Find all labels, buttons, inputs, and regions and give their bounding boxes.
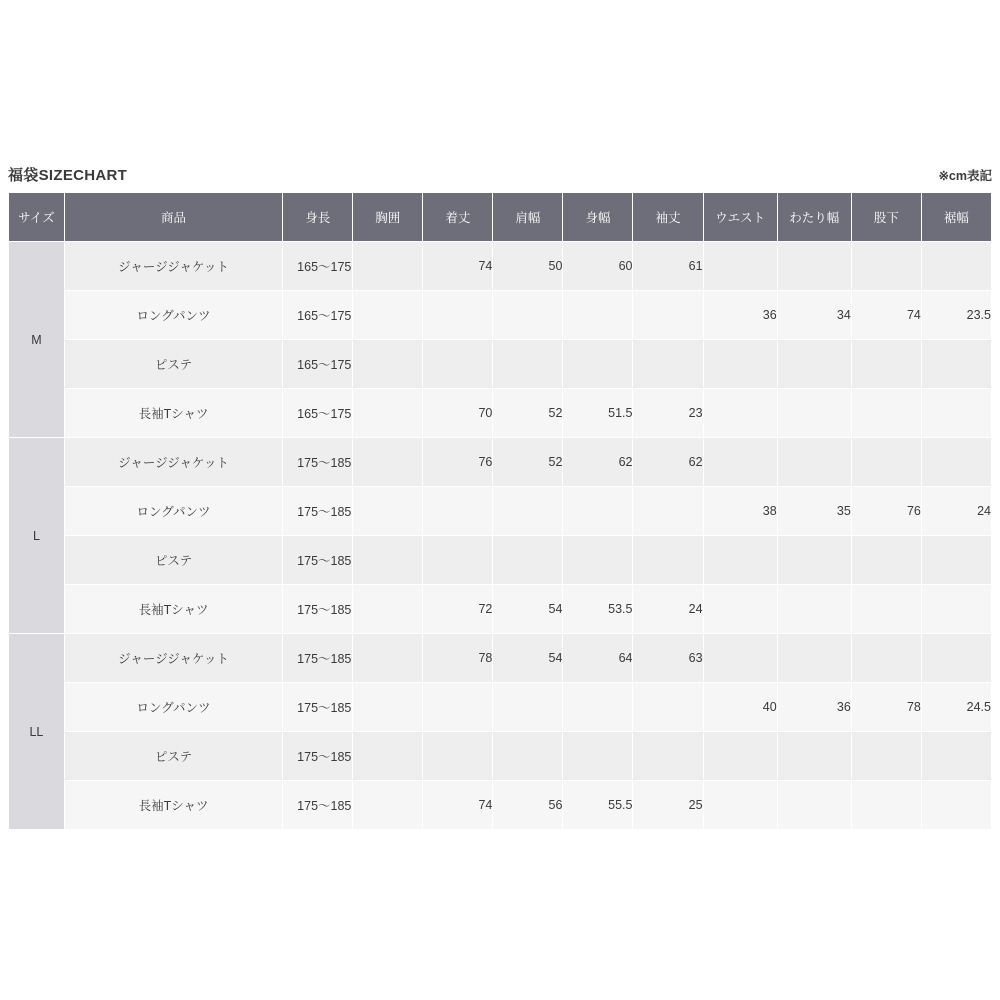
size-group-label-m: M — [9, 242, 65, 438]
value-width — [563, 536, 633, 585]
table-row — [9, 389, 992, 438]
value-inseam — [851, 438, 921, 487]
value-thigh — [777, 389, 851, 438]
value-chest — [353, 242, 423, 291]
table-row — [9, 291, 992, 340]
value-length: 76 — [423, 438, 493, 487]
value-thigh — [777, 242, 851, 291]
value-sleeve: 24 — [633, 585, 703, 634]
page-title: 福袋SIZECHART — [8, 167, 128, 184]
value-inseam: 76 — [851, 487, 921, 536]
column-header-height: 身長 — [283, 193, 353, 242]
table-row — [9, 634, 992, 683]
value-width: 60 — [563, 242, 633, 291]
value-height: 175〜185 — [283, 634, 353, 683]
value-inseam: 78 — [851, 683, 921, 732]
value-shoulder: 56 — [493, 781, 563, 830]
value-chest — [353, 340, 423, 389]
value-waist — [703, 634, 777, 683]
value-hem — [921, 340, 991, 389]
value-hem — [921, 536, 991, 585]
value-sleeve: 61 — [633, 242, 703, 291]
value-shoulder: 52 — [493, 438, 563, 487]
column-header-waist: ウエスト — [703, 193, 777, 242]
value-length: 74 — [423, 242, 493, 291]
value-chest — [353, 536, 423, 585]
value-chest — [353, 781, 423, 830]
value-height: 165〜175 — [283, 242, 353, 291]
table-body — [9, 242, 992, 830]
value-sleeve — [633, 683, 703, 732]
value-waist — [703, 389, 777, 438]
item-name: ジャージジャケット — [64, 634, 282, 683]
value-inseam — [851, 781, 921, 830]
table-row — [9, 340, 992, 389]
value-height: 175〜185 — [283, 732, 353, 781]
value-shoulder: 54 — [493, 634, 563, 683]
table-row — [9, 487, 992, 536]
column-header-shoulder: 肩幅 — [493, 193, 563, 242]
size-chart-table — [8, 192, 992, 830]
item-name: 長袖Tシャツ — [64, 781, 282, 830]
value-length — [423, 291, 493, 340]
value-height: 165〜175 — [283, 340, 353, 389]
value-waist — [703, 536, 777, 585]
value-hem: 24.5 — [921, 683, 991, 732]
value-width — [563, 732, 633, 781]
item-name: 長袖Tシャツ — [64, 389, 282, 438]
value-sleeve: 25 — [633, 781, 703, 830]
item-name: 長袖Tシャツ — [64, 585, 282, 634]
value-height: 165〜175 — [283, 389, 353, 438]
item-name: ピステ — [64, 340, 282, 389]
value-sleeve — [633, 340, 703, 389]
value-inseam — [851, 389, 921, 438]
value-waist — [703, 438, 777, 487]
value-hem — [921, 389, 991, 438]
value-waist: 38 — [703, 487, 777, 536]
value-hem — [921, 242, 991, 291]
value-sleeve — [633, 291, 703, 340]
value-waist: 36 — [703, 291, 777, 340]
chart-header — [8, 160, 992, 192]
value-width: 53.5 — [563, 585, 633, 634]
column-header-length: 着丈 — [423, 193, 493, 242]
value-shoulder — [493, 291, 563, 340]
table-row — [9, 585, 992, 634]
table-row — [9, 732, 992, 781]
column-header-width: 身幅 — [563, 193, 633, 242]
value-chest — [353, 585, 423, 634]
value-inseam — [851, 585, 921, 634]
item-name: ジャージジャケット — [64, 242, 282, 291]
value-hem: 24 — [921, 487, 991, 536]
item-name: ピステ — [64, 732, 282, 781]
value-inseam — [851, 536, 921, 585]
value-chest — [353, 683, 423, 732]
value-shoulder — [493, 536, 563, 585]
value-length: 74 — [423, 781, 493, 830]
value-shoulder: 52 — [493, 389, 563, 438]
value-width — [563, 291, 633, 340]
value-thigh: 36 — [777, 683, 851, 732]
value-thigh — [777, 634, 851, 683]
value-length: 72 — [423, 585, 493, 634]
table-row — [9, 781, 992, 830]
value-length — [423, 487, 493, 536]
value-height: 175〜185 — [283, 536, 353, 585]
value-waist — [703, 781, 777, 830]
value-width: 62 — [563, 438, 633, 487]
value-length — [423, 683, 493, 732]
value-inseam: 74 — [851, 291, 921, 340]
table-row — [9, 438, 992, 487]
value-thigh — [777, 781, 851, 830]
value-height: 165〜175 — [283, 291, 353, 340]
value-thigh — [777, 732, 851, 781]
value-waist — [703, 732, 777, 781]
value-thigh — [777, 536, 851, 585]
value-chest — [353, 438, 423, 487]
value-waist — [703, 340, 777, 389]
value-length: 78 — [423, 634, 493, 683]
item-name: ロングパンツ — [64, 291, 282, 340]
value-sleeve: 23 — [633, 389, 703, 438]
value-length — [423, 340, 493, 389]
value-thigh — [777, 585, 851, 634]
value-thigh — [777, 340, 851, 389]
value-thigh: 35 — [777, 487, 851, 536]
size-group-label-ll: LL — [9, 634, 65, 830]
value-sleeve — [633, 732, 703, 781]
value-waist — [703, 585, 777, 634]
size-group-label-l: L — [9, 438, 65, 634]
value-width — [563, 487, 633, 536]
value-height: 175〜185 — [283, 585, 353, 634]
value-inseam — [851, 634, 921, 683]
item-name: ピステ — [64, 536, 282, 585]
value-waist: 40 — [703, 683, 777, 732]
column-header-size: サイズ — [9, 193, 65, 242]
table-row — [9, 683, 992, 732]
item-name: ロングパンツ — [64, 683, 282, 732]
value-chest — [353, 732, 423, 781]
value-width — [563, 340, 633, 389]
value-shoulder — [493, 487, 563, 536]
value-inseam — [851, 242, 921, 291]
value-thigh — [777, 438, 851, 487]
value-hem: 23.5 — [921, 291, 991, 340]
value-sleeve: 62 — [633, 438, 703, 487]
column-header-chest: 胸囲 — [353, 193, 423, 242]
value-chest — [353, 389, 423, 438]
table-row — [9, 242, 992, 291]
value-height: 175〜185 — [283, 781, 353, 830]
value-height: 175〜185 — [283, 438, 353, 487]
value-hem — [921, 732, 991, 781]
column-header-inseam: 股下 — [851, 193, 921, 242]
value-width: 55.5 — [563, 781, 633, 830]
unit-note: ※cm表記 — [938, 169, 992, 183]
value-width: 64 — [563, 634, 633, 683]
value-shoulder: 50 — [493, 242, 563, 291]
column-header-thigh: わたり幅 — [777, 193, 851, 242]
value-shoulder: 54 — [493, 585, 563, 634]
value-length — [423, 536, 493, 585]
value-height: 175〜185 — [283, 683, 353, 732]
value-inseam — [851, 732, 921, 781]
value-hem — [921, 438, 991, 487]
value-sleeve: 63 — [633, 634, 703, 683]
value-hem — [921, 634, 991, 683]
column-header-item: 商品 — [64, 193, 282, 242]
item-name: ロングパンツ — [64, 487, 282, 536]
table-header — [9, 193, 992, 242]
item-name: ジャージジャケット — [64, 438, 282, 487]
value-chest — [353, 487, 423, 536]
value-height: 175〜185 — [283, 487, 353, 536]
value-chest — [353, 634, 423, 683]
value-shoulder — [493, 683, 563, 732]
value-hem — [921, 781, 991, 830]
value-length — [423, 732, 493, 781]
value-inseam — [851, 340, 921, 389]
value-sleeve — [633, 487, 703, 536]
value-shoulder — [493, 340, 563, 389]
value-chest — [353, 291, 423, 340]
column-header-sleeve: 袖丈 — [633, 193, 703, 242]
value-width — [563, 683, 633, 732]
table-row — [9, 536, 992, 585]
value-thigh: 34 — [777, 291, 851, 340]
value-length: 70 — [423, 389, 493, 438]
column-header-hem: 裾幅 — [921, 193, 991, 242]
value-hem — [921, 585, 991, 634]
value-width: 51.5 — [563, 389, 633, 438]
table-header-row — [9, 193, 992, 242]
size-chart-container — [8, 160, 992, 830]
value-shoulder — [493, 732, 563, 781]
value-sleeve — [633, 536, 703, 585]
value-waist — [703, 242, 777, 291]
